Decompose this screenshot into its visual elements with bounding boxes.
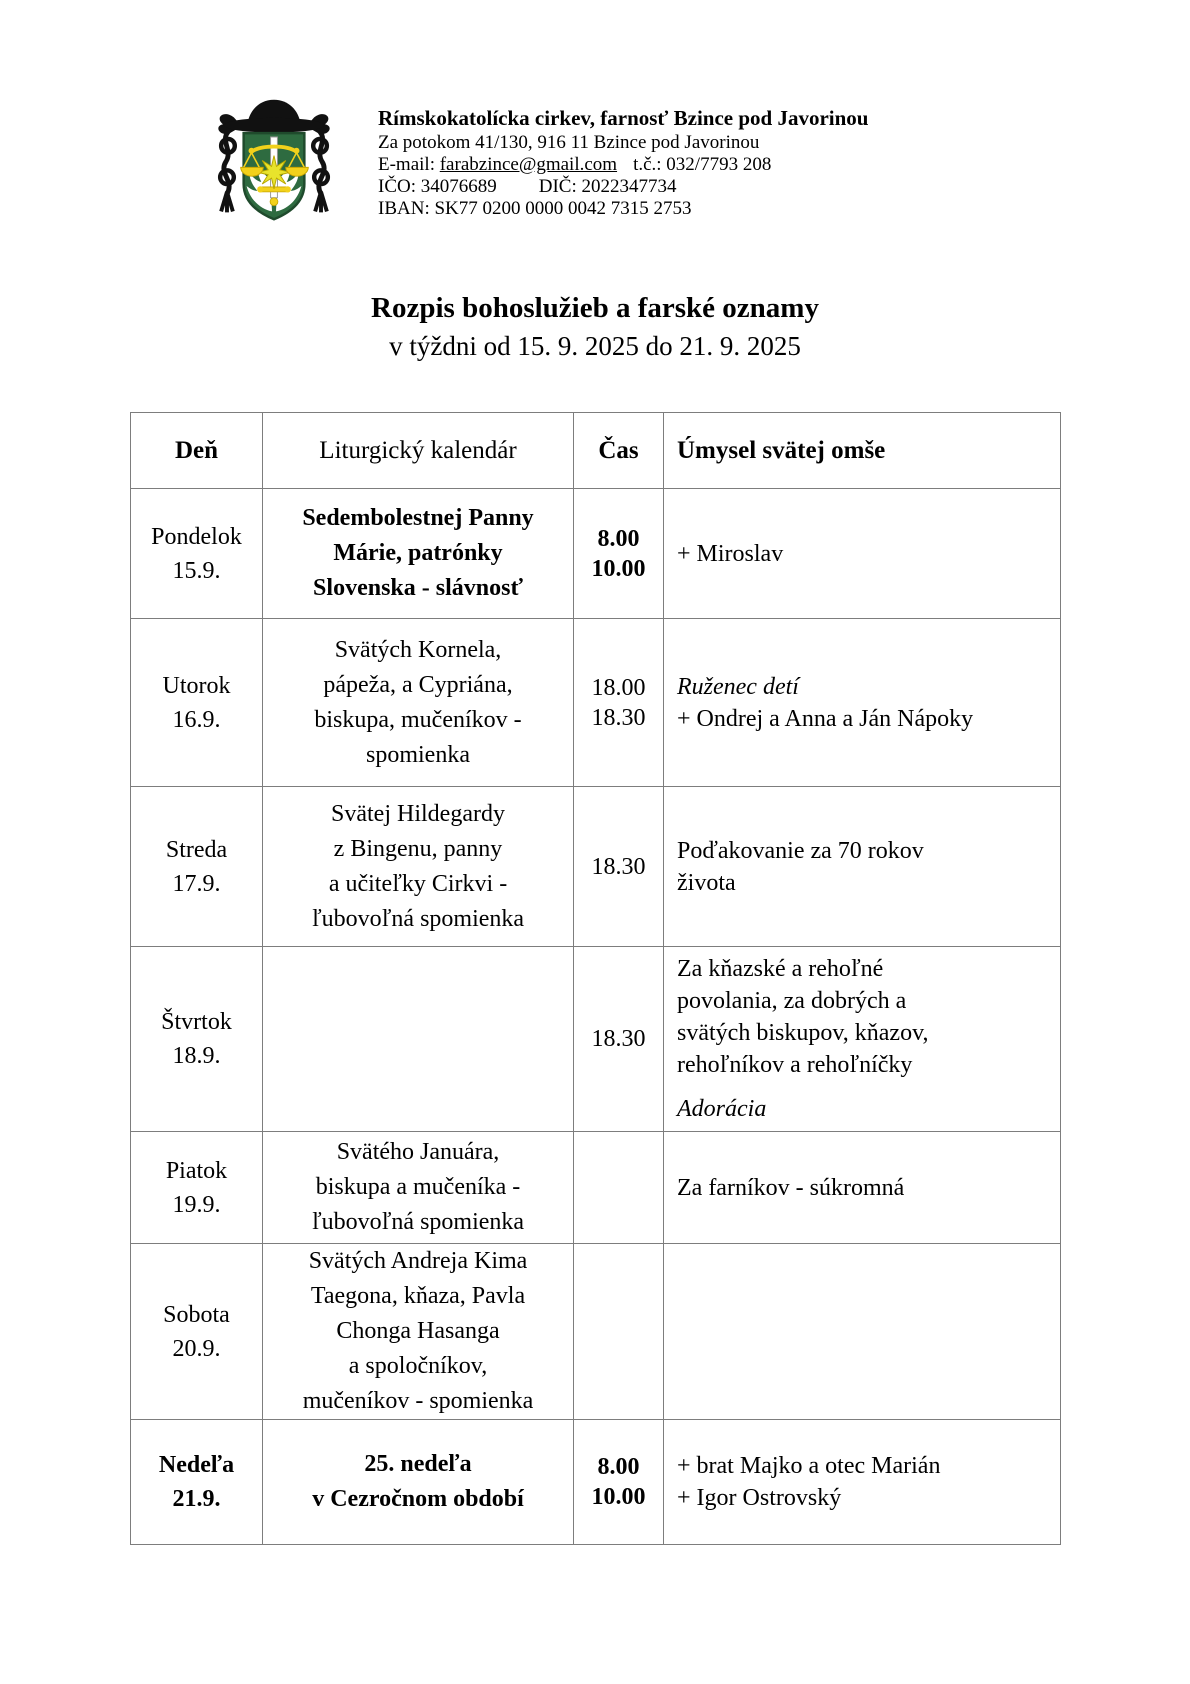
intention-line: povolania, za dobrých a xyxy=(677,988,907,1014)
liturgical-calendar-cell xyxy=(263,619,574,787)
day-label xyxy=(131,520,262,588)
column-header-liturgical-calendar: Liturgický kalendár xyxy=(263,413,574,489)
time-value: 18.30 xyxy=(591,853,646,880)
intention-item xyxy=(677,1093,1054,1125)
calendar-line: Svätých Kornela, xyxy=(334,636,502,663)
liturgical-calendar-cell xyxy=(263,787,574,947)
org-name: Rímskokatolícka cirkev, farnosť Bzince pod Javorinou xyxy=(378,106,869,130)
intention-line: rehoľníkov a rehoľníčky xyxy=(677,1052,913,1078)
time-cell xyxy=(574,619,664,787)
calendar-line: Sedembolestnej Panny xyxy=(302,505,534,531)
liturgical-calendar-cell xyxy=(263,489,574,619)
calendar-line: Svätých Andreja Kima xyxy=(308,1248,528,1274)
org-iban: IBAN: SK77 0200 0000 0042 7315 2753 xyxy=(378,198,692,219)
day-label xyxy=(131,1005,262,1073)
page-subtitle: v týždni od 15. 9. 2025 do 21. 9. 2025 xyxy=(389,331,801,361)
day-label xyxy=(131,1448,262,1516)
day-line: Sobota xyxy=(163,1301,230,1328)
phone-number: t.č.: 032/7793 208 xyxy=(633,154,772,175)
calendar-line: 25. nedeľa xyxy=(364,1451,472,1477)
day-cell xyxy=(131,1132,263,1244)
day-line: 21.9. xyxy=(172,1486,221,1512)
day-line: 20.9. xyxy=(172,1335,221,1362)
calendar-line: biskupa a mučeníka - xyxy=(315,1174,521,1200)
time-cell xyxy=(574,1132,664,1244)
day-cell xyxy=(131,489,263,619)
table-header-row xyxy=(131,413,1061,489)
mass-intention-cell xyxy=(664,1132,1061,1244)
intention-list xyxy=(664,671,1060,735)
intention-list xyxy=(664,953,1060,1125)
table-row xyxy=(131,489,1061,619)
intention-item xyxy=(677,835,1054,899)
liturgical-calendar-text xyxy=(263,1135,573,1240)
org-ids-line xyxy=(378,176,868,198)
time-list xyxy=(574,673,663,733)
day-line: Utorok xyxy=(162,672,231,699)
schedule-table-body xyxy=(131,489,1061,1545)
intention-list xyxy=(664,835,1060,899)
calendar-line: Taegona, kňaza, Pavla xyxy=(310,1283,526,1309)
time-list xyxy=(574,852,663,882)
parish-coat-of-arms-icon xyxy=(198,90,350,232)
day-line: 16.9. xyxy=(172,706,221,733)
time-value: 10.00 xyxy=(591,555,646,582)
liturgical-calendar-text xyxy=(263,1244,573,1419)
day-cell xyxy=(131,619,263,787)
day-label xyxy=(131,1154,262,1222)
calendar-line: spomienka xyxy=(366,741,470,768)
intention-line: + Ondrej a Anna a Ján Nápoky xyxy=(677,705,974,732)
intention-line: Za farníkov - súkromná xyxy=(677,1174,905,1201)
org-contact-line xyxy=(378,154,868,176)
schedule-table xyxy=(130,412,1061,1545)
intention-line: Poďakovanie za 70 rokov xyxy=(677,837,924,864)
day-line: Piatok xyxy=(165,1157,228,1184)
intention-item xyxy=(677,1172,1054,1204)
day-label xyxy=(131,669,262,737)
time-cell xyxy=(574,1244,664,1420)
table-row xyxy=(131,1132,1061,1244)
day-cell xyxy=(131,1420,263,1545)
intention-line: Ruženec detí xyxy=(677,673,799,700)
calendar-line: ľubovoľná spomienka xyxy=(311,1209,525,1235)
table-row xyxy=(131,1244,1061,1420)
time-value: 8.00 xyxy=(597,525,640,552)
day-line: Pondelok xyxy=(151,523,242,550)
day-line: 19.9. xyxy=(172,1191,221,1218)
intention-item xyxy=(677,538,1054,570)
time-value: 18.30 xyxy=(591,704,646,731)
day-cell xyxy=(131,1244,263,1420)
intention-list xyxy=(664,1172,1060,1204)
liturgical-calendar-cell xyxy=(263,1420,574,1545)
time-cell xyxy=(574,489,664,619)
intention-line: Za kňazské a rehoľné xyxy=(677,956,884,982)
contact-block xyxy=(378,90,868,232)
time-cell xyxy=(574,947,664,1132)
ico-value: IČO: 34076689 xyxy=(378,176,497,197)
intention-line: Adorácia xyxy=(677,1096,767,1122)
calendar-line: Márie, patrónky xyxy=(333,540,503,566)
time-value: 18.30 xyxy=(591,1026,646,1052)
calendar-line: Chonga Hasanga xyxy=(336,1318,500,1344)
liturgical-calendar-text xyxy=(263,797,573,937)
table-row xyxy=(131,1420,1061,1545)
day-cell xyxy=(131,787,263,947)
day-label xyxy=(131,1298,262,1366)
intention-item xyxy=(677,953,1054,1081)
day-line: Nedeľa xyxy=(158,1452,235,1478)
day-line: 17.9. xyxy=(172,870,221,897)
intention-item xyxy=(677,1482,1054,1514)
calendar-line: Slovenska - slávnosť xyxy=(313,575,523,601)
calendar-line: pápeža, a Cypriána, xyxy=(323,671,513,698)
calendar-line: Svätého Januára, xyxy=(336,1139,500,1165)
mass-intention-cell xyxy=(664,947,1061,1132)
day-label xyxy=(131,833,262,901)
intention-item xyxy=(677,703,1054,735)
intention-line: + Miroslav xyxy=(677,540,784,567)
liturgical-calendar-text xyxy=(263,1447,573,1517)
intention-line: + Igor Ostrovský xyxy=(677,1485,842,1511)
calendar-line: v Cezročnom období xyxy=(312,1486,524,1512)
intention-line: života xyxy=(677,869,736,896)
time-list xyxy=(574,524,663,584)
time-cell xyxy=(574,787,664,947)
liturgical-calendar-cell xyxy=(263,1244,574,1420)
day-line: 15.9. xyxy=(172,557,221,584)
time-cell xyxy=(574,1420,664,1545)
intention-line: + brat Majko a otec Marián xyxy=(677,1453,941,1479)
day-line: Streda xyxy=(165,836,228,863)
calendar-line: a učiteľky Cirkvi - xyxy=(328,870,508,897)
letterhead xyxy=(198,90,868,232)
table-row xyxy=(131,947,1061,1132)
calendar-line: a spoločníkov, xyxy=(348,1353,488,1379)
intention-line: svätých biskupov, kňazov, xyxy=(677,1020,929,1046)
time-value: 10.00 xyxy=(591,1484,646,1510)
calendar-line: ľubovoľná spomienka xyxy=(311,905,525,932)
email-label: E-mail: xyxy=(378,154,440,175)
liturgical-calendar-cell xyxy=(263,1132,574,1244)
calendar-line: biskupa, mučeníkov - xyxy=(314,706,522,733)
time-list xyxy=(574,1452,663,1512)
dic-value: DIČ: 2022347734 xyxy=(538,176,677,197)
day-cell xyxy=(131,947,263,1132)
day-line: Štvrtok xyxy=(161,1009,232,1035)
mass-intention-cell xyxy=(664,1420,1061,1545)
mass-intention-cell xyxy=(664,787,1061,947)
org-address: Za potokom 41/130, 916 11 Bzince pod Javorinou xyxy=(378,132,760,153)
intention-item xyxy=(677,671,1054,703)
table-row xyxy=(131,619,1061,787)
page-title: Rozpis bohoslužieb a farské oznamy xyxy=(371,292,819,324)
table-row xyxy=(131,787,1061,947)
liturgical-calendar-text xyxy=(263,501,573,606)
calendar-line: mučeníkov - spomienka xyxy=(302,1388,534,1414)
column-header-mass-intention: Úmysel svätej omše xyxy=(664,413,1061,489)
column-header-day: Deň xyxy=(131,413,263,489)
day-line: 18.9. xyxy=(172,1043,221,1069)
time-value: 8.00 xyxy=(597,1454,640,1480)
intention-item xyxy=(677,1450,1054,1482)
calendar-line: Svätej Hildegardy xyxy=(331,800,505,827)
liturgical-calendar-cell xyxy=(263,947,574,1132)
liturgical-calendar-text xyxy=(263,633,573,773)
time-list xyxy=(574,1024,663,1054)
column-header-time: Čas xyxy=(574,413,664,489)
intention-list xyxy=(664,1450,1060,1514)
mass-intention-cell xyxy=(664,619,1061,787)
mass-intention-cell xyxy=(664,489,1061,619)
email-link[interactable]: farabzince@gmail.com xyxy=(439,154,618,175)
calendar-line: z Bingenu, panny xyxy=(333,835,503,862)
mass-intention-cell xyxy=(664,1244,1061,1420)
time-value: 18.00 xyxy=(591,674,646,701)
intention-list xyxy=(664,538,1060,570)
